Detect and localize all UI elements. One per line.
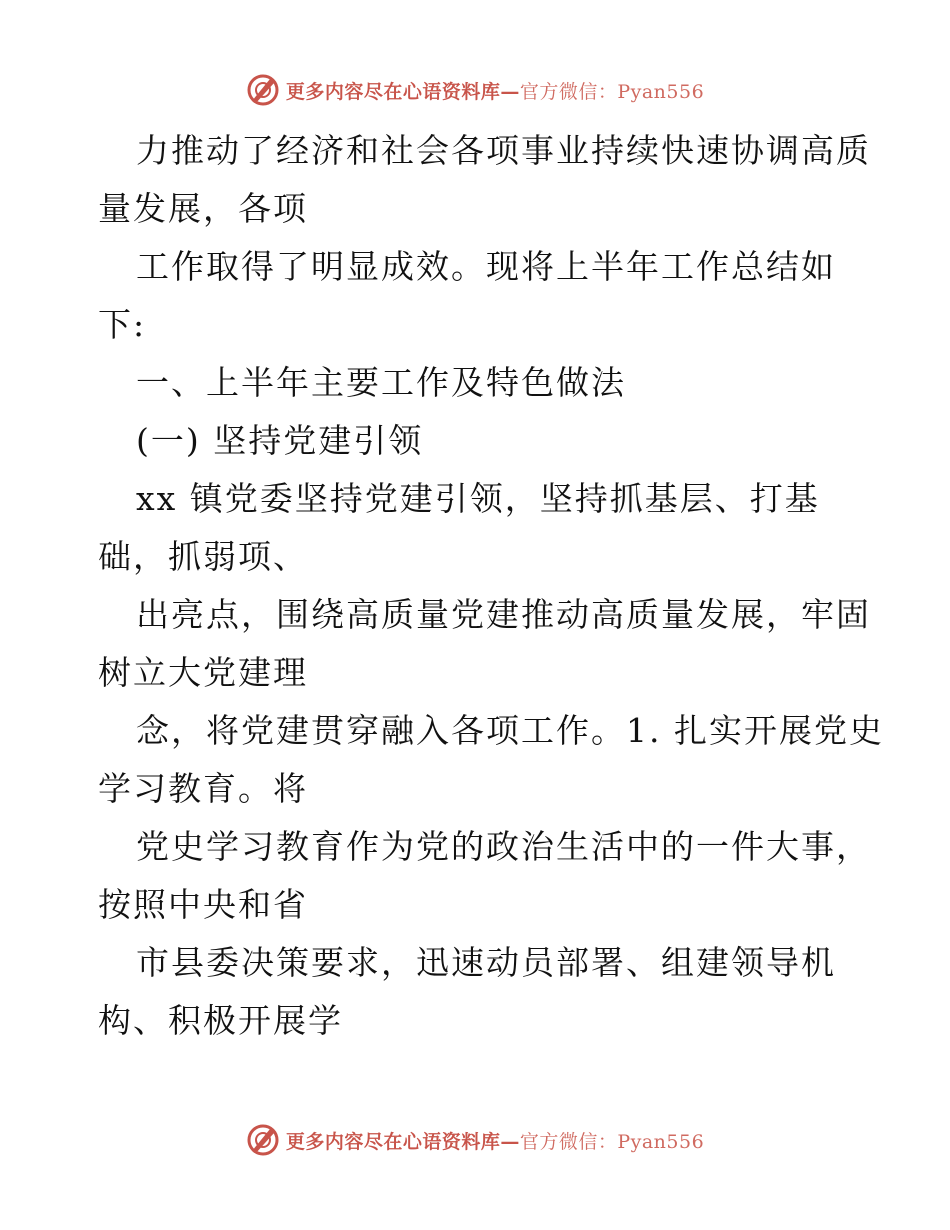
pen-circle-icon <box>246 1123 280 1157</box>
header-watermark <box>0 70 950 110</box>
body-line: 出亮点，围绕高质量党建推动高质量发展，牢固 <box>136 595 871 634</box>
body-line: 力推动了经济和社会各项事业持续快速协调高质 <box>136 131 871 170</box>
body-line: 树立大党建理 <box>98 653 308 692</box>
body-line: 党史学习教育作为党的政治生活中的一件大事， <box>136 827 871 866</box>
body-line: 工作取得了明显成效。现将上半年工作总结如 <box>136 247 836 286</box>
section-heading: 一、上半年主要工作及特色做法 <box>136 363 626 402</box>
subsection-heading: (一) 坚持党建引领 <box>136 421 424 460</box>
body-line: 按照中央和省 <box>98 885 308 924</box>
body-line: 构、积极开展学 <box>98 1001 343 1040</box>
body-line: 念，将党建贯穿融入各项工作。1. 扎实开展党史 <box>136 711 884 750</box>
body-line: 量发展，各项 <box>98 189 308 228</box>
body-line: 础，抓弱项、 <box>98 537 308 576</box>
pen-circle-icon <box>246 73 280 107</box>
body-line: 下: <box>98 305 147 344</box>
body-line: 学习教育。将 <box>98 769 308 808</box>
footer-watermark <box>0 1120 950 1160</box>
watermark-text: 更多内容尽在心语资料库—官方微信：Pyan556 <box>285 1130 705 1153</box>
body-line: xx 镇党委坚持党建引领，坚持抓基层、打基 <box>136 479 820 518</box>
document-body <box>98 122 884 1050</box>
watermark-text: 更多内容尽在心语资料库—官方微信：Pyan556 <box>285 80 705 103</box>
body-line: 市县委决策要求，迅速动员部署、组建领导机 <box>136 943 836 982</box>
